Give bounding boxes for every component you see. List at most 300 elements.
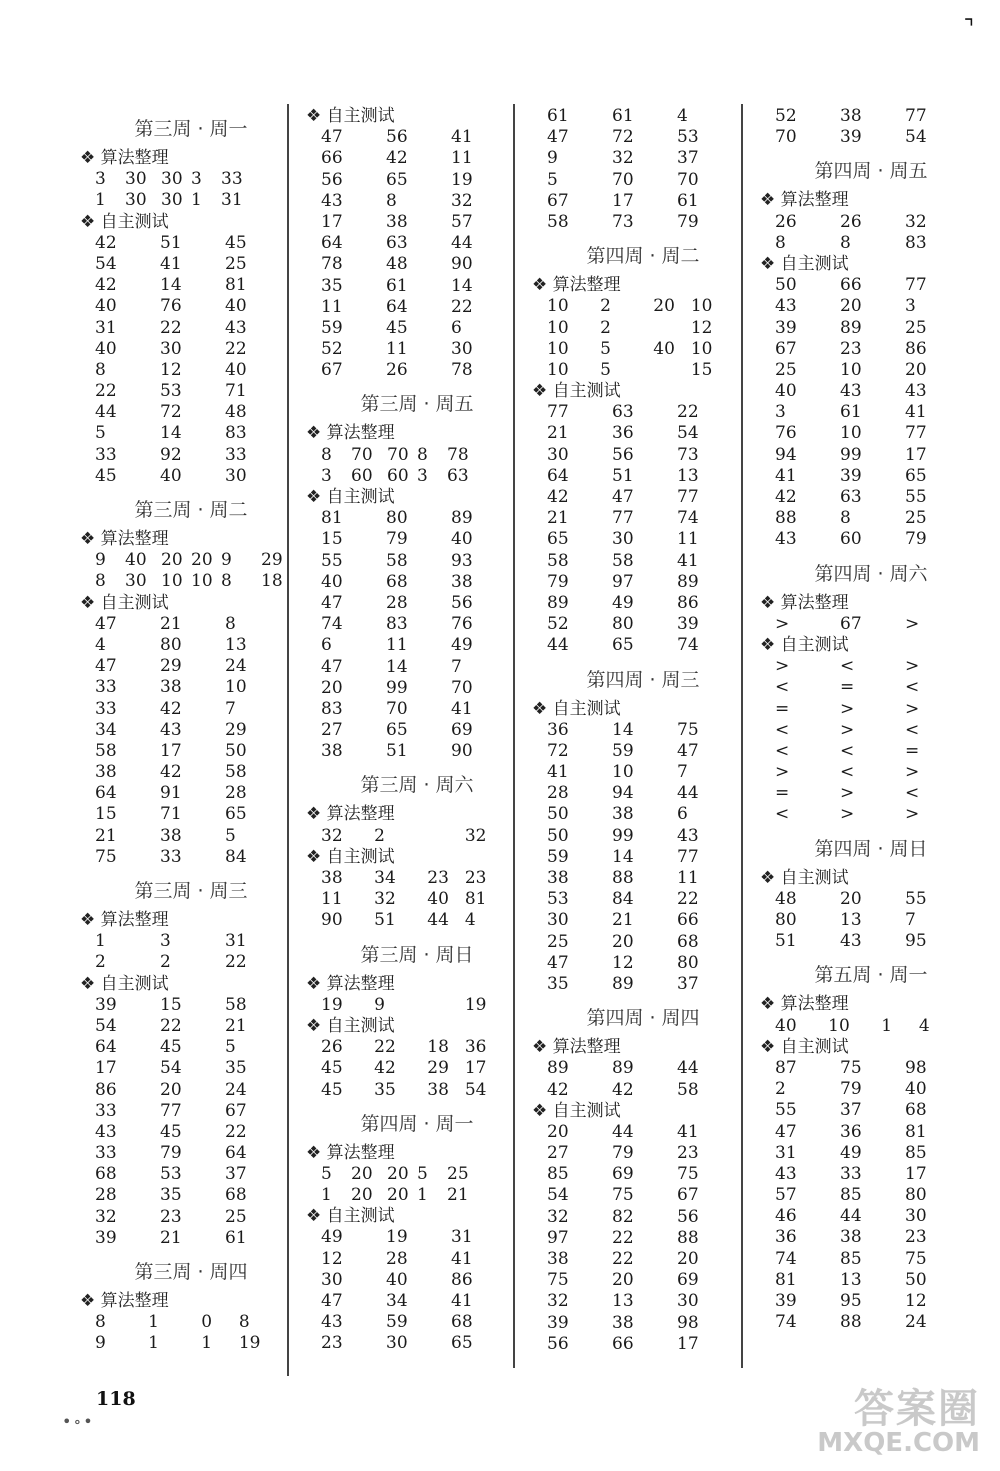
answer-cell: 67 xyxy=(225,1100,247,1121)
answer-cell: 38 xyxy=(612,804,634,825)
answer-cell: 43 xyxy=(321,1312,343,1333)
answer-row xyxy=(80,804,292,825)
answer-row xyxy=(80,233,292,254)
answer-cell: 25 xyxy=(905,508,927,529)
answer-row xyxy=(532,1122,744,1143)
answer-cell: 95 xyxy=(905,931,927,952)
answer-cell: 61 xyxy=(225,1227,247,1248)
answer-row xyxy=(80,275,292,296)
answer-cell: 31 xyxy=(221,190,243,211)
answer-cell: 22 xyxy=(612,1227,634,1248)
answer-row xyxy=(760,1122,972,1143)
answer-cell: 25 xyxy=(905,317,927,338)
answer-cell: 77 xyxy=(677,846,699,867)
answer-cell: 15 xyxy=(321,529,343,550)
answer-cell: 14 xyxy=(160,275,182,296)
answer-cell: 22 xyxy=(225,1121,247,1142)
answer-row xyxy=(532,826,744,847)
answer-cell: 49 xyxy=(321,1227,343,1248)
answer-cell: 38 xyxy=(160,825,182,846)
answer-cell: 41 xyxy=(677,550,699,571)
answer-row xyxy=(80,1143,292,1164)
answer-cell: 20 xyxy=(840,888,862,909)
answer-cell: 69 xyxy=(677,1270,699,1291)
answer-cell: 59 xyxy=(386,1312,408,1333)
answer-cell: 93 xyxy=(451,550,473,571)
answer-cell: 4 xyxy=(464,910,476,931)
answer-cell: 13 xyxy=(840,1269,862,1290)
answer-cell: = xyxy=(905,740,920,761)
answer-cell: 3 xyxy=(905,296,916,317)
answer-cell: 1 xyxy=(95,190,106,211)
answer-cell: 50 xyxy=(547,804,569,825)
answer-row xyxy=(80,1101,292,1122)
answer-cell: 89 xyxy=(840,317,862,338)
answer-cell: 56 xyxy=(612,444,634,465)
answer-cell: 42 xyxy=(547,487,569,507)
answer-cell: 38 xyxy=(321,741,343,762)
answer-cell: 10 xyxy=(191,571,213,592)
answer-cell: 79 xyxy=(160,1143,182,1164)
answer-cell: 20 xyxy=(321,677,343,698)
answer-row xyxy=(760,804,972,825)
day-heading: 第四周 · 周四 xyxy=(586,1007,700,1030)
answer-row xyxy=(760,1143,972,1164)
answer-cell: 22 xyxy=(160,317,182,338)
answer-cell: 30 xyxy=(386,1333,408,1354)
answer-cell: 2 xyxy=(600,317,611,338)
answer-cell: 78 xyxy=(447,444,469,465)
answer-cell: 64 xyxy=(95,783,117,804)
answer-cell: 20 xyxy=(612,931,634,952)
answer-row xyxy=(80,741,292,762)
section-label: ❖ 算法整理 xyxy=(306,804,395,825)
answer-cell: 27 xyxy=(547,1143,569,1164)
answer-cell: 26 xyxy=(775,211,797,232)
answer-cell: 10 xyxy=(547,359,569,380)
answer-cell: 51 xyxy=(160,232,182,253)
answer-cell: 28 xyxy=(95,1185,117,1206)
answer-cell: 69 xyxy=(451,720,473,741)
answer-cell: 37 xyxy=(677,148,699,169)
answer-cell: 35 xyxy=(374,1079,396,1100)
answer-row xyxy=(532,1185,744,1206)
answer-cell: 48 xyxy=(225,402,247,423)
answer-cell: 63 xyxy=(447,465,469,486)
answer-cell: 40 xyxy=(125,550,147,571)
day-heading: 第三周 · 周二 xyxy=(134,499,248,521)
answer-cell: 91 xyxy=(160,783,182,804)
answer-cell: 39 xyxy=(840,465,862,486)
answer-cell: 22 xyxy=(225,338,247,359)
answer-column-4 xyxy=(760,106,972,1333)
answer-cell: 33 xyxy=(225,444,247,465)
answer-cell: 15 xyxy=(95,804,117,825)
answer-cell: 8 xyxy=(95,1312,106,1333)
column-divider xyxy=(741,104,743,1368)
answer-cell: 60 xyxy=(351,465,373,486)
answer-cell: 29 xyxy=(225,719,247,740)
answer-cell: 33 xyxy=(95,1100,117,1121)
answer-row xyxy=(80,1122,292,1143)
answer-cell: 35 xyxy=(547,973,569,994)
answer-cell: 68 xyxy=(451,1312,473,1333)
answer-cell: 48 xyxy=(775,888,797,909)
answer-cell: 8 xyxy=(775,232,786,253)
answer-row xyxy=(306,1270,518,1291)
answer-row xyxy=(306,1249,518,1270)
answer-cell: 65 xyxy=(451,1333,473,1354)
answer-cell: 29 xyxy=(160,656,182,677)
answer-cell: 80 xyxy=(677,952,699,973)
answer-cell: 80 xyxy=(612,614,634,635)
answer-cell: 19 xyxy=(321,994,343,1015)
answer-cell: 74 xyxy=(775,1312,797,1333)
answer-cell: 21 xyxy=(612,910,634,931)
answer-row xyxy=(80,720,292,741)
answer-cell: 28 xyxy=(386,1248,408,1269)
answer-cell: 75 xyxy=(612,1185,634,1206)
answer-cell: 3 xyxy=(775,402,786,423)
answer-cell: 13 xyxy=(612,1291,634,1312)
section-label: ❖ 算法整理 xyxy=(80,529,169,549)
answer-cell: 17 xyxy=(95,1058,117,1079)
answer-cell: 59 xyxy=(612,740,634,761)
answer-cell: 75 xyxy=(677,719,699,740)
answer-cell: 54 xyxy=(905,127,927,148)
answer-cell: 2 xyxy=(160,952,171,973)
answer-cell: 23 xyxy=(464,868,487,888)
answer-cell: 43 xyxy=(225,317,247,338)
answer-cell: 25 xyxy=(225,1206,247,1227)
answer-row xyxy=(760,614,972,635)
answer-cell: 30 xyxy=(321,1269,343,1290)
answer-cell: 75 xyxy=(905,1248,927,1269)
answer-cell: 30 xyxy=(161,190,183,211)
answer-cell: 20 xyxy=(387,1163,409,1184)
answer-cell: 10 xyxy=(547,296,569,317)
answer-row xyxy=(532,402,744,423)
answer-cell: 13 xyxy=(225,634,247,655)
answer-row xyxy=(306,1291,518,1312)
section-label: ❖ 自主测试 xyxy=(306,1206,395,1227)
answer-cell: 44 xyxy=(677,1058,699,1079)
section-label: ❖ 自主测试 xyxy=(80,973,169,994)
answer-cell: 57 xyxy=(775,1185,797,1206)
answer-cell: 13 xyxy=(677,465,699,486)
day-heading: 第四周 · 周六 xyxy=(814,562,928,585)
answer-cell: 8 xyxy=(840,232,851,253)
answer-cell: = xyxy=(840,677,855,698)
answer-cell: 53 xyxy=(677,127,699,148)
answer-row xyxy=(532,741,744,762)
answer-cell: 99 xyxy=(386,677,408,698)
answer-cell: 76 xyxy=(451,614,473,635)
answer-cell: 42 xyxy=(160,698,182,719)
answer-cell: 32 xyxy=(95,1206,117,1227)
answer-row xyxy=(532,1249,744,1270)
answer-cell: 72 xyxy=(547,740,569,761)
answer-cell: 50 xyxy=(775,275,797,296)
answer-row xyxy=(80,1164,292,1185)
answer-cell: 56 xyxy=(677,1206,699,1227)
answer-row xyxy=(80,677,292,698)
answer-cell: 25 xyxy=(225,253,247,274)
answer-cell: 39 xyxy=(95,1227,117,1248)
answer-row xyxy=(760,1249,972,1270)
answer-cell: 47 xyxy=(547,127,569,148)
answer-cell: 17 xyxy=(905,444,927,465)
answer-row xyxy=(80,1185,292,1206)
answer-cell: 61 xyxy=(386,275,408,296)
answer-row xyxy=(532,508,744,529)
answer-cell: 42 xyxy=(547,1079,569,1100)
answer-cell: 30 xyxy=(677,1291,699,1312)
answer-row xyxy=(306,699,518,720)
answer-cell: 32 xyxy=(547,1291,569,1312)
answer-cell: 14 xyxy=(451,275,473,296)
answer-cell: 38 xyxy=(427,1079,449,1100)
answer-cell: 41 xyxy=(451,1248,473,1269)
answer-cell: 19 xyxy=(238,1333,261,1354)
answer-cell: 55 xyxy=(905,888,927,909)
answer-cell: 80 xyxy=(775,910,797,930)
answer-cell: 86 xyxy=(451,1269,473,1290)
answer-cell: 45 xyxy=(321,1079,343,1100)
answer-cell: 63 xyxy=(386,233,408,254)
answer-cell: < xyxy=(905,783,920,804)
answer-cell: 70 xyxy=(351,444,373,465)
answer-row xyxy=(532,762,744,783)
answer-cell: 66 xyxy=(321,148,343,169)
answer-cell: 47 xyxy=(612,487,634,507)
answer-row xyxy=(532,783,744,804)
answer-cell: 12 xyxy=(905,1291,927,1311)
answer-cell: 2 xyxy=(95,952,106,973)
answer-cell: 68 xyxy=(95,1164,117,1185)
answer-cell: 44 xyxy=(95,402,117,423)
answer-cell: 24 xyxy=(905,1312,927,1333)
answer-row xyxy=(306,529,518,550)
answer-cell: 22 xyxy=(95,381,117,402)
answer-cell: 85 xyxy=(547,1164,569,1185)
answer-cell: 65 xyxy=(612,635,634,656)
answer-row xyxy=(80,466,292,487)
answer-row xyxy=(760,1058,972,1079)
answer-cell: 24 xyxy=(225,656,247,677)
answer-cell: 5 xyxy=(417,1163,428,1184)
answer-cell: 56 xyxy=(451,592,473,613)
answer-cell: 92 xyxy=(160,444,182,465)
answer-row xyxy=(532,318,744,339)
answer-row xyxy=(80,381,292,402)
answer-cell: 30 xyxy=(125,169,147,190)
answer-row xyxy=(80,190,292,211)
answer-cell: 37 xyxy=(840,1100,862,1121)
answer-cell: 67 xyxy=(677,1185,699,1206)
answer-cell: 22 xyxy=(451,296,473,317)
answer-row xyxy=(80,931,292,952)
answer-cell: 8 xyxy=(386,190,397,211)
answer-row xyxy=(80,169,292,190)
answer-cell: 5 xyxy=(225,825,236,846)
answer-row xyxy=(760,402,972,423)
answer-cell: 83 xyxy=(386,614,408,635)
answer-cell: 36 xyxy=(840,1121,862,1142)
answer-cell: 59 xyxy=(547,846,569,867)
answer-cell: 5 xyxy=(600,338,611,359)
answer-cell: 4 xyxy=(677,106,688,126)
answer-cell: 52 xyxy=(321,339,343,360)
answer-cell: 38 xyxy=(547,868,569,888)
answer-row xyxy=(760,487,972,508)
answer-cell: 30 xyxy=(451,339,473,360)
answer-cell: 17 xyxy=(677,1333,699,1354)
answer-cell: 47 xyxy=(547,952,569,973)
section-label: ❖ 算法整理 xyxy=(306,423,395,444)
answer-cell: 20 xyxy=(160,1079,182,1100)
answer-cell: 77 xyxy=(677,487,699,507)
answer-cell: 14 xyxy=(612,846,634,867)
answer-cell: 85 xyxy=(905,1142,927,1163)
answer-row xyxy=(532,360,744,381)
answer-cell: 65 xyxy=(386,720,408,741)
answer-cell: 43 xyxy=(95,1121,117,1142)
answer-cell: 36 xyxy=(612,423,634,444)
answer-cell: 20 xyxy=(653,296,675,317)
answer-cell: 89 xyxy=(451,508,473,529)
answer-cell: 52 xyxy=(547,614,569,635)
answer-row xyxy=(760,1185,972,1206)
answer-cell: 75 xyxy=(547,1270,569,1291)
answer-cell: 83 xyxy=(225,423,247,444)
answer-cell: 9 xyxy=(221,550,232,571)
answer-cell: 90 xyxy=(451,254,473,275)
answer-cell: 4 xyxy=(95,634,106,655)
answer-cell: 22 xyxy=(612,1249,634,1269)
answer-cell: < xyxy=(775,740,790,761)
answer-cell: 8 xyxy=(95,359,106,380)
answer-cell: 28 xyxy=(547,783,569,804)
answer-cell: 95 xyxy=(840,1291,862,1311)
answer-cell: 75 xyxy=(95,846,117,867)
answer-cell: 44 xyxy=(451,233,473,254)
answer-row xyxy=(760,1291,972,1312)
answer-cell: < xyxy=(905,719,920,740)
answer-cell: > xyxy=(840,719,855,740)
answer-row xyxy=(80,360,292,381)
answer-row xyxy=(532,593,744,614)
answer-row xyxy=(80,571,292,592)
answer-row xyxy=(532,614,744,635)
answer-cell: 18 xyxy=(261,571,283,592)
answer-cell: 70 xyxy=(386,698,408,719)
answer-row xyxy=(760,106,972,127)
answer-cell: 7 xyxy=(225,698,236,719)
answer-cell: 74 xyxy=(677,635,699,656)
answer-row xyxy=(80,995,292,1016)
answer-cell: = xyxy=(775,783,790,804)
answer-cell: 37 xyxy=(225,1164,247,1185)
answer-cell: 89 xyxy=(547,1058,569,1079)
answer-cell: 3 xyxy=(191,169,202,190)
answer-cell: 94 xyxy=(775,444,797,465)
answer-cell: 8 xyxy=(321,444,332,465)
answer-cell: 89 xyxy=(677,571,699,592)
answer-row xyxy=(532,572,744,593)
answer-cell: < xyxy=(775,677,790,698)
answer-cell: 30 xyxy=(125,190,147,211)
answer-cell: 61 xyxy=(612,106,634,126)
answer-cell: 35 xyxy=(225,1058,247,1079)
answer-cell: 31 xyxy=(95,317,117,338)
answer-row xyxy=(760,1164,972,1185)
answer-cell: 34 xyxy=(386,1291,408,1311)
answer-cell: 77 xyxy=(612,508,634,529)
answer-cell: 44 xyxy=(612,1121,634,1142)
answer-cell: 25 xyxy=(775,359,797,380)
answer-cell: 17 xyxy=(464,1058,487,1079)
answer-cell: 29 xyxy=(261,550,283,571)
answer-cell: 67 xyxy=(775,338,797,359)
answer-cell: 60 xyxy=(387,465,409,486)
answer-cell: 39 xyxy=(95,994,117,1015)
answer-row xyxy=(532,127,744,148)
answer-cell: 7 xyxy=(905,910,916,930)
answer-cell: 51 xyxy=(386,741,408,762)
answer-cell: 32 xyxy=(374,889,396,910)
answer-cell: 90 xyxy=(451,741,473,762)
answer-cell: 20 xyxy=(351,1185,373,1206)
answer-row xyxy=(80,699,292,720)
answer-cell: 47 xyxy=(321,1291,343,1311)
answer-cell: > xyxy=(775,613,790,634)
answer-cell: 40 xyxy=(95,338,117,359)
answer-cell: 71 xyxy=(225,381,247,402)
answer-row xyxy=(306,614,518,635)
answer-row xyxy=(532,1270,744,1291)
answer-row xyxy=(532,910,744,931)
answer-cell: 11 xyxy=(677,529,699,550)
answer-cell: 89 xyxy=(612,973,634,994)
answer-cell: 73 xyxy=(677,444,699,465)
answer-cell: 28 xyxy=(386,592,408,613)
answer-cell: 20 xyxy=(387,1185,409,1206)
answer-cell: > xyxy=(840,804,855,825)
answer-cell: 1 xyxy=(95,931,106,952)
answer-cell: > xyxy=(840,698,855,719)
answer-cell: 47 xyxy=(775,1121,797,1142)
answer-row xyxy=(80,402,292,423)
section-label: ❖ 算法整理 xyxy=(80,148,169,168)
answer-row xyxy=(80,339,292,360)
answer-cell: 10 xyxy=(547,317,569,338)
answer-cell: 10 xyxy=(161,571,183,592)
answer-cell: 77 xyxy=(547,402,569,423)
answer-cell: 41 xyxy=(451,1291,473,1311)
answer-cell: 66 xyxy=(677,910,699,931)
answer-cell: 36 xyxy=(775,1227,797,1248)
answer-cell: 12 xyxy=(690,317,713,338)
answer-cell: 10 xyxy=(840,359,862,380)
answer-cell: 26 xyxy=(386,360,408,381)
answer-cell: 40 xyxy=(225,359,247,380)
answer-cell: 79 xyxy=(840,1079,862,1100)
answer-cell: 8 xyxy=(840,508,851,529)
section-label: ❖ 算法整理 xyxy=(306,1142,395,1163)
answer-cell: > xyxy=(905,613,920,634)
answer-row xyxy=(306,191,518,212)
